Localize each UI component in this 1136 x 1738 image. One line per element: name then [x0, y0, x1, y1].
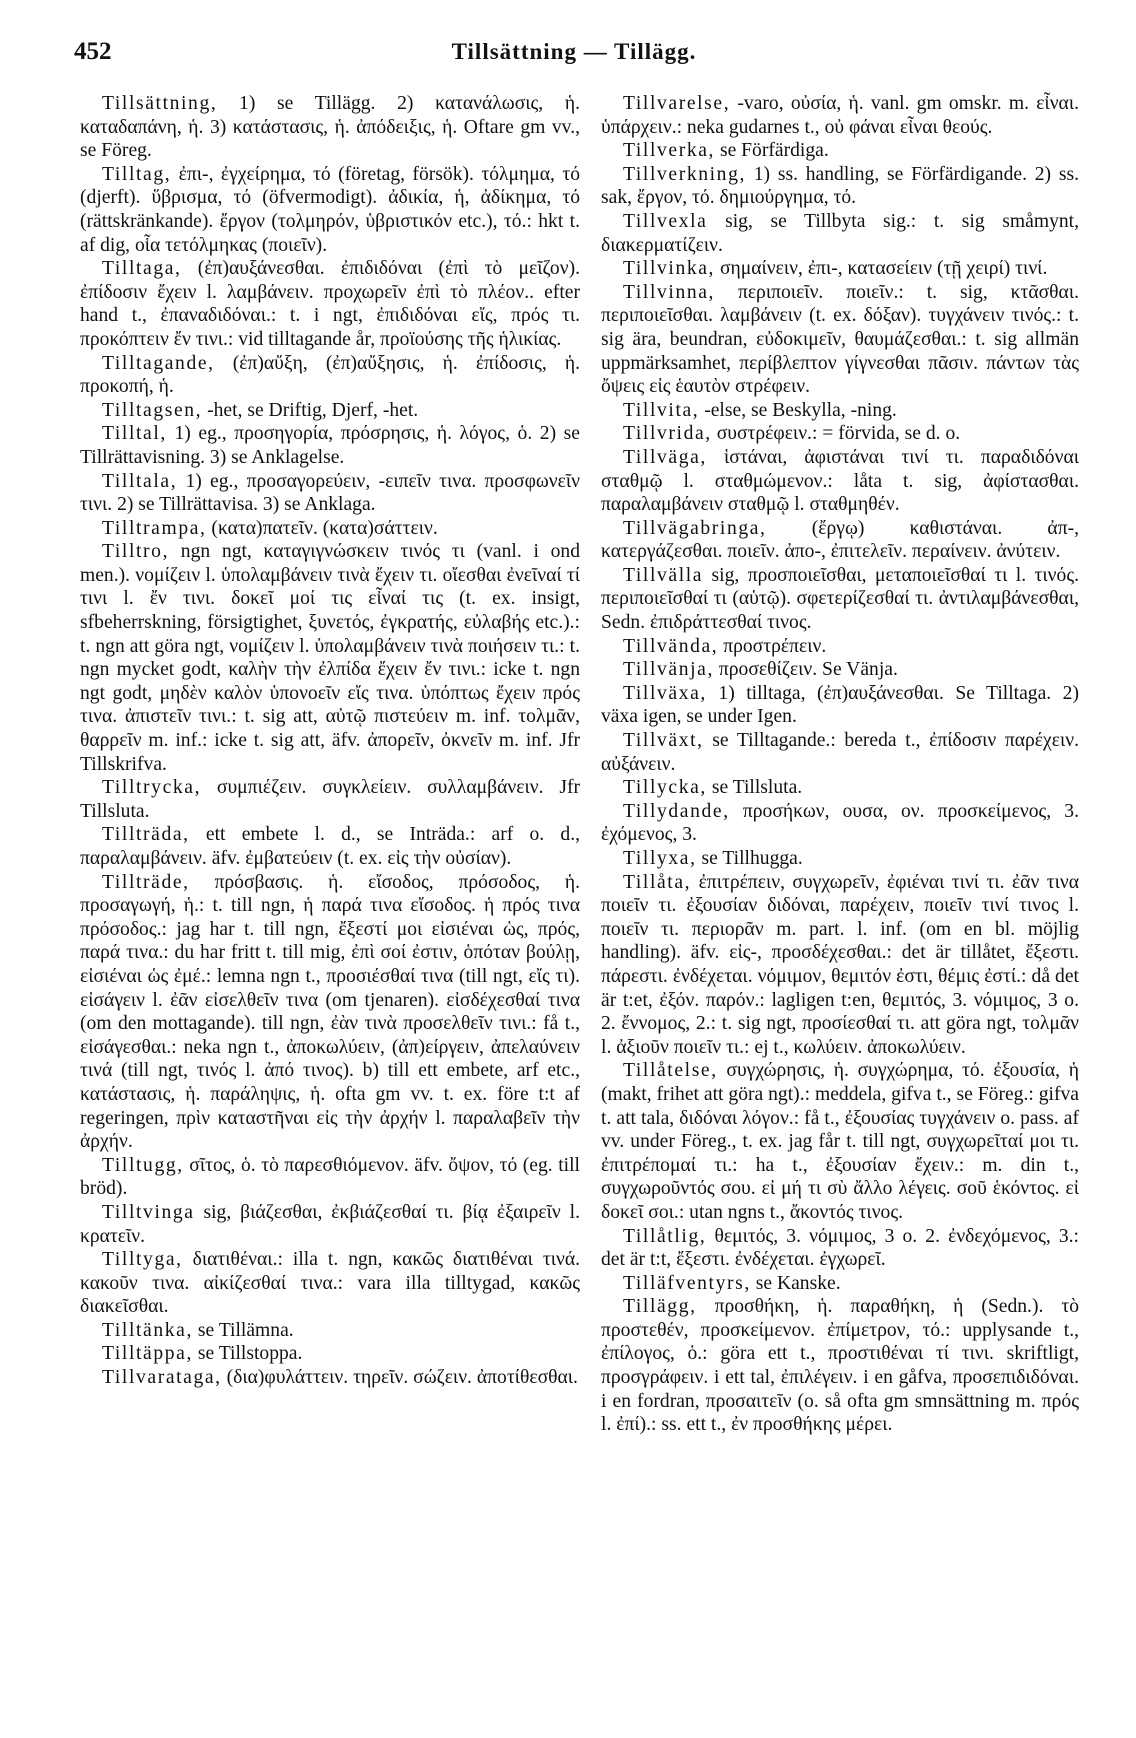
entry-definition: περιποιεῖν. ποιεῖν.: t. sig, κτᾶσθαι. περιποιεῖσθαι. λαμβάνειν (t. ex. δόξαν). τυγχάνειν τινός.: t. sig ära, beundran, εὐδοκιμεῖν, θαυμάζεσθαι.: t. sig allmän uppmärksamhet, περίβλεπτον γίγνεσθαι πᾶσιν. πάντων τὰς ὄψεις εἰς ἑαυτὸν στρέφειν.: [601, 281, 1079, 398]
dictionary-entry: [601, 1059, 1079, 1224]
entry-definition: se Tillstoppa.: [197, 1343, 303, 1365]
entry-definition: se Tillämna.: [197, 1319, 294, 1341]
entry-definition: 1) ss. handling, se Förfärdigande. 2) ss. sak, ἔργον, τό. δημιούργημα, τό.: [601, 163, 1079, 209]
entry-definition: ett embete l. d., se Inträda.: arf o. d., παραλαμβάνειν. äfv. ἐμβατεύειν (t. ex. εἰς τὴν οὐσίαν).: [80, 824, 580, 869]
entry-definition: προσήκων, ουσα, ον. προσκείμενος, 3. ἐχόμενος, 3.: [601, 800, 1079, 846]
dictionary-entry: [80, 1342, 580, 1366]
entry-headword: Tillväxa,: [623, 682, 707, 704]
entry-headword: Tillåta,: [623, 871, 692, 893]
dictionary-entry: [601, 163, 1079, 210]
entry-headword: Tilltal,: [102, 423, 167, 445]
dictionary-entry: [80, 1248, 580, 1319]
entry-definition: ἐπι-, ἐγχείρημα, τό (företag, försök). τόλμημα, τό (djerft). ὕβρισμα, τό (öfvermodigt). ἀδικία, ἡ, ἀδίκημα, τό (rättskränkande). ἔργον (τολμηρόν, ὑβριστικόν etc.), τό.: hkt t. af dig, οἷα τετόλμηκας (ποιεῖν).: [80, 163, 580, 256]
dictionary-entry: [80, 540, 580, 776]
dictionary-entry: [601, 776, 1079, 800]
dictionary-entry: [601, 847, 1079, 871]
dictionary-entry: [80, 470, 580, 517]
dictionary-entry: [601, 517, 1079, 564]
entry-headword: Tilltänka,: [102, 1319, 193, 1341]
dictionary-entry: [80, 776, 580, 823]
entry-definition: (ἐπ)αὔξη, (ἐπ)αὔξησις, ἡ. ἐπίδοσις, ἡ. προκοπή, ἡ.: [80, 352, 580, 398]
dictionary-entry: [80, 1319, 580, 1343]
entry-definition: συστρέφειν.: = förvida, se d. o.: [716, 423, 961, 445]
entry-headword: Tillägg,: [623, 1296, 697, 1318]
entry-headword: Tilltag,: [102, 163, 172, 185]
dictionary-entry: [601, 92, 1079, 139]
dictionary-entry: [80, 1366, 580, 1390]
dictionary-entry: [601, 422, 1079, 446]
dictionary-entry: [80, 1201, 580, 1248]
entry-headword: Tillvinna,: [623, 281, 716, 303]
entry-definition: (δια)φυλάττειν. τηρεῖν. σώζειν. ἀποτίθεσθαι.: [226, 1367, 578, 1389]
running-head: Tillsättning — Tillägg.: [451, 39, 697, 64]
entry-definition: (κατα)πατεῖν. (κατα)σάττειν.: [211, 517, 438, 539]
entry-headword: Tillvarataga,: [102, 1367, 222, 1389]
entry-definition: sig, βιάζεσθαι, ἐκβιάζεσθαί τι. βίᾳ ἐξαιρεῖν l. κρατεῖν.: [80, 1201, 580, 1247]
entry-headword: Tilltagsen,: [102, 399, 203, 421]
entry-definition: se Kanske.: [755, 1272, 841, 1294]
dictionary-entry: [601, 399, 1079, 423]
dictionary-entry: [601, 871, 1079, 1060]
left-column: [80, 92, 580, 1390]
entry-headword: Tilltala,: [102, 470, 178, 492]
dictionary-entry: [80, 257, 580, 351]
entry-headword: Tillåtlig,: [623, 1225, 707, 1247]
dictionary-entry: [80, 1154, 580, 1201]
entry-definition: 1) eg., προσηγορία, πρόσρησις, ἡ. λόγος, ὁ. 2) se Tillrättavisning. 3) se Anklagelse.: [80, 423, 581, 468]
entry-headword: Tilläfventyrs,: [623, 1272, 751, 1294]
entry-headword: Tillverka,: [623, 140, 716, 162]
entry-headword: Tillverkning,: [623, 163, 746, 185]
entry-definition: -varo, οὐσία, ἡ. vanl. gm omskr. m. εἶναι. ὑπάρχειν.: neka gudarnes t., οὐ φάναι εἶναι θεούς.: [601, 93, 1079, 138]
page-number: 452: [74, 38, 112, 65]
entry-definition: se Förfärdiga.: [719, 140, 829, 162]
entry-headword: Tillvända,: [623, 635, 719, 657]
entry-definition: σῖτος, ὁ. τὸ παρεσθιόμενον. äfv. ὄψον, τό (eg. till bröd).: [80, 1154, 580, 1200]
entry-headword: Tillydande,: [623, 800, 730, 822]
entry-headword: Tillvänja,: [623, 659, 714, 681]
entry-headword: Tillvälla: [623, 564, 704, 586]
dictionary-entry: [80, 823, 580, 870]
dictionary-entry: [601, 564, 1079, 635]
entry-definition: se Tillhugga.: [701, 848, 803, 869]
dictionary-entry: [601, 446, 1079, 517]
entry-definition: συγχώρησις, ἡ. συγχώρημα, τό. ἐξουσία, ἡ (makt, frihet att göra ngt).: meddela, gifva t., se Föreg.: gifva t. att tala, διδόναι λόγον.: få t., ἐξουσίας τυγχάνειν o. pass. af vv. under Föreg., t. ex. jag får t. till ngt, συγχωρεῖταί μοι τι. ἐπιτρέπομαί τι.: ha t., ἐξουσίαν ἔχειν.: m. din t., συγχωροῦντός σου. εἰ μή τι σὺ ἄλλο λέγεις. σοῦ ἑκόντος. εἰ δοκεῖ σοι.: utan ngns t., ἄκοντός τινος.: [601, 1060, 1079, 1223]
entry-definition: σημαίνειν, ἐπι-, κατασείειν (τῇ χειρί) τινί.: [719, 258, 1048, 280]
entry-definition: -het, se Driftig, Djerf, -het.: [207, 399, 419, 421]
dictionary-entry: [601, 257, 1079, 281]
entry-headword: Tilltyga,: [102, 1249, 183, 1271]
entry-headword: Tillyxa,: [623, 848, 697, 869]
dictionary-entry: [80, 352, 580, 399]
entry-definition: se Tilltagande.: bereda t., ἐπίδοσιν παρέχειν. αὐξάνειν.: [601, 730, 1079, 775]
entry-headword: Tillsättning,: [102, 93, 218, 114]
entry-headword: Tilltrycka,: [102, 777, 202, 799]
entry-definition: (ἔργῳ) καθιστάναι. ἀπ-, κατεργάζεσθαι. ποιεῖν. ἀπο-, ἐπιτελεῖν. περαίνειν. ἀνύτειν.: [601, 517, 1080, 563]
dictionary-entry: [601, 800, 1079, 847]
entry-headword: Tilltugg,: [102, 1154, 184, 1176]
entry-definition: διατιθέναι.: illa t. ngn, κακῶς διατιθέναι τινά. κακοῦν τινα. αἰκίζεσθαί τινα.: vara illa tilltygad, κακῶς διακεῖσθαι.: [80, 1249, 580, 1318]
entry-headword: Tilltagande,: [102, 352, 215, 374]
entry-headword: Tilltro,: [102, 541, 170, 563]
entry-headword: Tillvrida,: [623, 423, 712, 445]
dictionary-entry: [80, 399, 580, 423]
entry-headword: Tillväxt,: [623, 730, 704, 752]
dictionary-entry: [80, 871, 580, 1154]
dictionary-entry: [601, 682, 1079, 729]
entry-definition: προσεθίζειν. Se Vänja.: [718, 659, 898, 681]
entry-headword: Tillvarelse,: [623, 93, 731, 114]
entry-headword: Tilltaga,: [102, 258, 182, 280]
entry-headword: Tillväga,: [623, 446, 707, 468]
entry-headword: Tilltrampa,: [102, 517, 207, 539]
entry-definition: ngn ngt, καταγιγνώσκειν τινός τι (vanl. i ond men.). νομίζειν l. ὑπολαμβάνειν τινὰ ἔχειν τι. οἴεσθαι ἐνεῖναί τί τινι l. ἔν τινι. δοκεῖ μοί τις εἶναί τις (t. ex. insigt, sfbeherrskning, försigtighet, ξυνετός, ἐγκρατής, εὐλαβής etc.).: t. ngn att göra ngt, νομίζειν l. ὑπολαμβάνειν τινὰ ποιήσειν τι.: t. ngn mycket godt, καλὴν τὴν ἐλπίδα ἔχειν ἔν τινι.: icke t. ngn ngt godt, μηδὲν καλὸν ὑπονοεῖν εἴς τινα. ὑπόπτως ἔχειν πρός τινα. ἀπιστεῖν τινι.: t. sig att, αὐτῷ πιστεύειν m. inf. τολμᾶν, θαρρεῖν m. inf.: icke t. sig att, äfv. ἀπορεῖν, ὀκνεῖν m. inf. Jfr Tillskrifva.: [80, 541, 581, 775]
dictionary-entry: [601, 281, 1079, 399]
entry-definition: πρόσβασις. ἡ. εἴσοδος, πρόσοδος, ἡ. προσαγωγή, ἡ.: t. till ngn, ἡ παρά τινα εἴσοδος. ἡ πρός τινα πρόσοδος.: jag har t. till ngn, ἔξεστί μοι εἰσιέναι ὡς, πρός, παρά τινα.: du har fritt t. till mig, ἐπὶ σοί ἐστιν, ὁπόταν βούλῃ, εἰσιέναι ὡς ἐμέ.: lemna ngn t., προσιέσθαί τινα (till ngt, εἴς τι). εἰσάγειν l. ἐᾶν εἰσελθεῖν τινα (om tjenaren). εἰσδέχεσθαί τινα (om den mottagande). till ngn, ἐὰν τινὰ προσελθεῖν τινι.: få t., εἰσάγεσθαι.: neka ngn t., ἀποκωλύειν, (ἀπ)είργειν, ἀπελαύνειν τινά (till ngt, τινός l. ἀπό τινος). b) till ett embete, arf etc., κατάστασις, ἡ. παράληψις, ἡ. ofta gm vv. t. ex. före t:t af regeringen, πρὶν καταστῆναι εἰς τὴν ἀρχήν l. παραλαβεῖν τὴν ἀρχήν.: [80, 871, 580, 1153]
entry-definition: se Tillsluta.: [711, 777, 803, 799]
entry-definition: ἐπιτρέπειν, συγχωρεῖν, ἐφιέναι τινί τι. ἐᾶν τινα ποιεῖν τι. ἐξουσίαν διδόναι, παρέχειν, ποιεῖν τινί τινος l. ποιεῖν τι. περιορᾶν m. part. l. inf. (om en bl. möjlig handling). äfv. εἰς-, προσδέχεσθαι.: det är tillåtet, ἔξεστι. πάρεστι. ἐνδέχεται. νόμιμον, θεμιτόν ἐστι, θέμις ἐστί.: då det är t:et, ἐξόν. παρόν.: lagligen t:en, θεμιτός, 3. νόμιμος, 3 o. 2. ἔννομος, 2.: t. sig ngt, προσίεσθαί τι. att göra ngt, τολμᾶν l. ἀξιοῦν ποιεῖν τι.: ej t., κωλύειν. ἀποκωλύειν.: [601, 871, 1079, 1058]
dictionary-entry: [80, 92, 580, 163]
entry-definition: συμπιέζειν. συγκλείειν. συλλαμβάνειν. Jfr Tillsluta.: [80, 777, 580, 822]
entry-definition: 1) eg., προσαγορεύειν, -ειπεῖν τινα. προσφωνεῖν τινι. 2) se Tillrättavisa. 3) se Anklaga.: [80, 470, 580, 516]
entry-headword: Tillvexla: [623, 210, 708, 232]
entry-definition: 1) tilltaga, (ἐπ)αυξάνεσθαι. Se Tilltaga. 2) växa igen, se under Igen.: [601, 682, 1079, 728]
entry-definition: προστρέπειν.: [723, 635, 827, 657]
right-column: [601, 92, 1079, 1437]
entry-headword: Tilltvinga: [102, 1201, 195, 1223]
entry-headword: Tillvägabringa,: [623, 517, 767, 539]
entry-definition: sig, προσποιεῖσθαι, μεταποιεῖσθαί τι l. τινός. περιποιεῖσθαί τι (αὑτῷ). σφετερίζεσθαί τι. ἀντιλαμβάνεσθαι, Sedn. ἐπιδράττεσθαί τινος.: [601, 564, 1079, 634]
dictionary-entry: [601, 1272, 1079, 1296]
entry-definition: προσθήκη, ἡ. παραθήκη, ἡ (Sedn.). τὸ προστεθέν, προσκείμενον. ἐπίμετρον, τό.: upplysande t., ἐπίλογος, ὁ.: göra ett t., προστιθέναι τί τινι. skriftligt, προσγράφειν. i ett tal, ἐπιλέγειν. i en gåfva, προσεπιδιδόναι. i en fordran, προσαιτεῖν (o. så ofta gm smnsättning m. πρός l. ἐπί).: ss. ett t., ἐν προσθήκης μέρει.: [601, 1296, 1079, 1436]
dictionary-entry: [601, 210, 1079, 257]
entry-definition: θεμιτός, 3. νόμιμος, 3 o. 2. ἐνδεχόμενος, 3.: det är t:t, ἔξεστι. ἐνδέχεται. ἐγχωρεῖ.: [601, 1225, 1079, 1271]
entry-definition: (ἐπ)αυξάνεσθαι. ἐπιδιδόναι (ἐπὶ τὸ μεῖζον). ἐπίδοσιν ἔχειν l. λαμβάνειν. προχωρεῖν ἐπὶ τὸ πλέον.. efter hand t., ἐπαναδιδόναι.: t. i ngt, ἐπιδιδόναι εἴς, πρός τι. προκόπτειν ἔν τινι.: vid tilltagande år, προϊούσης τῆς ἡλικίας.: [80, 258, 581, 350]
entry-definition: -else, se Beskylla, -ning.: [704, 399, 897, 421]
page-header: [74, 38, 1074, 78]
entry-headword: Tillvinka,: [623, 258, 716, 280]
dictionary-entry: [601, 139, 1079, 163]
dictionary-entry: [601, 729, 1079, 776]
dictionary-entry: [80, 517, 580, 541]
entry-headword: Tillträda,: [102, 824, 190, 846]
entry-headword: Tillvita,: [623, 399, 700, 421]
dictionary-entry: [601, 1295, 1079, 1437]
dictionary-entry: [601, 1225, 1079, 1272]
entry-headword: Tillåtelse,: [623, 1060, 718, 1082]
entry-definition: ἱστάναι, ἀφιστάναι τινί τι. παραδιδόναι σταθμῷ l. σταθμώμενον.: låta t. sig, ἀφίστασθαι. παραλαμβάνειν σταθμῷ l. σταθμηθέν.: [601, 446, 1079, 516]
entry-definition: 1) se Tillägg. 2) κατανάλωσις, ἡ. καταδαπάνη, ἡ. 3) κατάστασις, ἡ. ἀπόδειξις, ἡ. Oftare gm vv., se Föreg.: [80, 93, 581, 162]
entry-headword: Tillträde,: [102, 871, 190, 893]
entry-definition: sig, se Tillbyta sig.: t. sig småmynt, διακερματίζειν.: [601, 210, 1079, 256]
dictionary-entry: [80, 422, 580, 469]
entry-headword: Tillycka,: [623, 777, 707, 799]
dictionary-entry: [601, 635, 1079, 659]
entry-headword: Tilltäppa,: [102, 1343, 193, 1365]
dictionary-entry: [80, 163, 580, 257]
dictionary-entry: [601, 658, 1079, 682]
